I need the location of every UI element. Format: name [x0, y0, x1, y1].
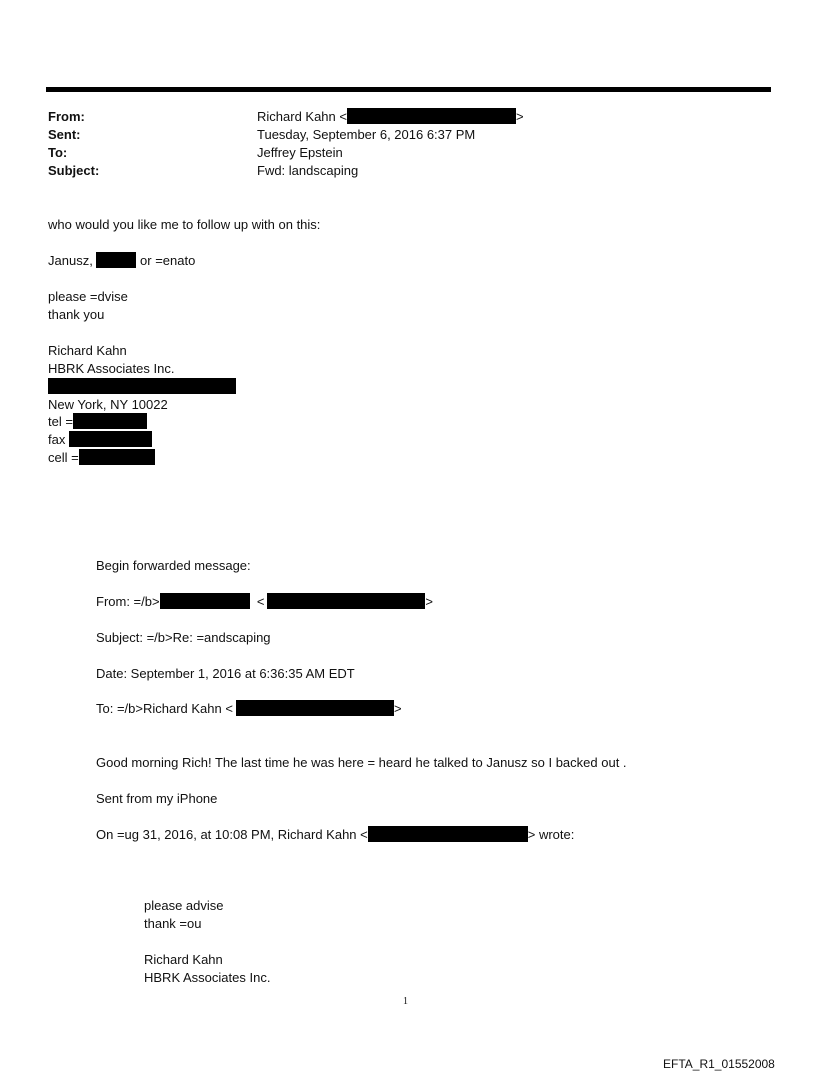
forward-subject: Subject: =/b>Re: =andscaping: [96, 630, 271, 645]
forward-from-lt: <: [256, 594, 265, 609]
janusz-text: Janusz,: [48, 253, 93, 268]
forward-from-gt: >: [425, 594, 433, 609]
signature-fax: [48, 431, 152, 448]
body-line-advise: please =dvise: [48, 289, 128, 304]
forward-sent-from: Sent from my iPhone: [96, 791, 218, 806]
document-id: EFTA_R1_01552008: [663, 1057, 775, 1071]
page-number: 1: [403, 996, 408, 1007]
quoted-name: Richard Kahn: [144, 952, 223, 967]
signature-tel: [48, 413, 147, 430]
quoted-advise: please advise: [144, 898, 224, 913]
from-close: >: [515, 109, 524, 124]
sent-value: Tuesday, September 6, 2016 6:37 PM: [257, 127, 476, 142]
signature-company: HBRK Associates Inc.: [48, 361, 175, 376]
from-value: [257, 108, 524, 125]
tel-label: tel =: [48, 414, 73, 429]
to-value: Jeffrey Epstein: [257, 145, 343, 160]
redaction: [96, 252, 136, 268]
body-line-names: [48, 252, 195, 269]
forward-on-prefix: On =ug 31, 2016, at 10:08 PM, Richard Kahn <: [96, 827, 368, 842]
from-name: Richard Kahn <: [257, 109, 347, 124]
renato-text: or =enato: [136, 253, 196, 268]
signature-address: [48, 378, 236, 395]
redaction: [236, 700, 394, 716]
forward-to: [96, 700, 402, 717]
to-label: To:: [48, 145, 68, 160]
forward-to-gt: >: [393, 701, 402, 716]
fax-label: fax: [48, 432, 66, 447]
forward-from-label: From: =/b>: [96, 594, 160, 609]
quoted-company: HBRK Associates Inc.: [144, 970, 271, 985]
signature-city: New York, NY 10022: [48, 397, 168, 412]
signature-name: Richard Kahn: [48, 343, 127, 358]
header-rule: [46, 87, 771, 92]
body-line-thanks: thank you: [48, 307, 105, 322]
forward-intro: Begin forwarded message:: [96, 558, 251, 573]
subject-value: Fwd: landscaping: [257, 163, 359, 178]
redaction: [73, 413, 147, 429]
body-line: who would you like me to follow up with on this:: [48, 217, 321, 232]
redaction: [79, 449, 155, 465]
forward-message: Good morning Rich! The last time he was here = heard he talked to Janusz so I backed out .: [96, 755, 627, 770]
redaction: [347, 108, 516, 124]
redaction: [160, 593, 250, 609]
signature-cell: [48, 449, 155, 466]
forward-from: [96, 593, 433, 610]
redaction: [69, 431, 152, 447]
redaction: [267, 593, 425, 609]
forward-date: Date: September 1, 2016 at 6:36:35 AM EDT: [96, 666, 355, 681]
cell-label: cell =: [48, 450, 79, 465]
forward-on-wrote: [96, 826, 574, 843]
forward-to-prefix: To: =/b>Richard Kahn <: [96, 701, 233, 716]
redaction: [368, 826, 528, 842]
from-label: From:: [48, 109, 85, 124]
redaction: [48, 378, 236, 394]
sent-label: Sent:: [48, 127, 81, 142]
subject-label: Subject:: [48, 163, 100, 178]
quoted-thanks: thank =ou: [144, 916, 202, 931]
forward-on-suffix: > wrote:: [527, 827, 575, 842]
